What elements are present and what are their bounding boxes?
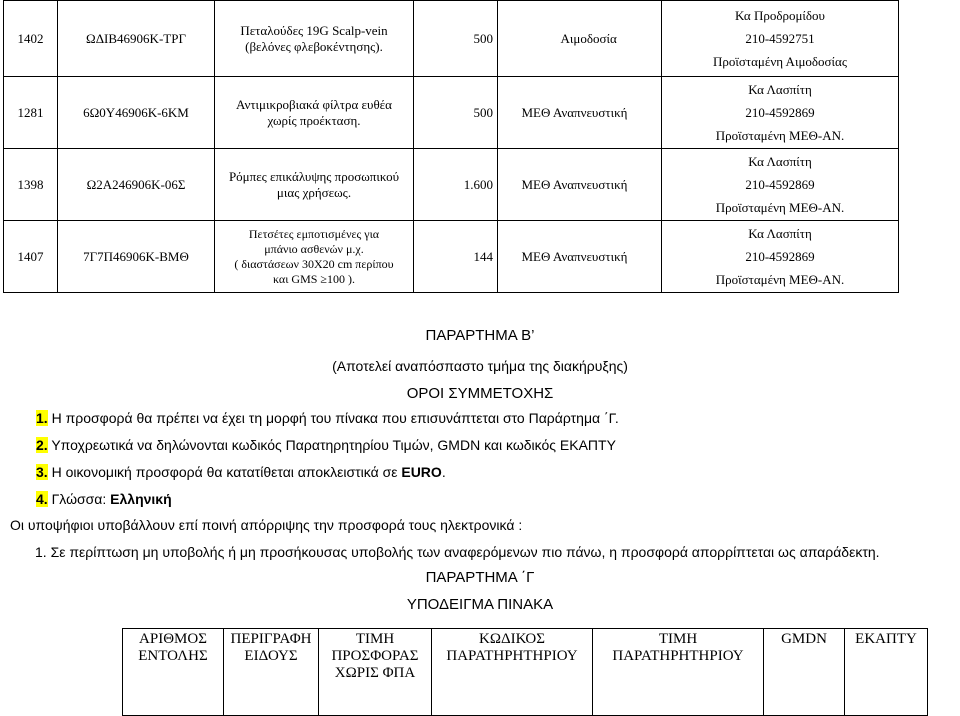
header-cell: ΤΙΜΗ ΠΡΟΣΦΟΡΑΣ ΧΩΡΙΣ ΦΠΑ [319, 629, 432, 716]
term-text: Η προσφορά θα πρέπει να έχει τη μορφή του πίνακα που επισυνάπτεται στο Παράρτημα ΄Γ. [51, 410, 619, 426]
code-cell: Ω2Α246906Κ-06Σ [58, 149, 215, 221]
annex-b-title: ΠΑΡΑΡΤΗΜΑ Β’ [425, 327, 535, 344]
term-text: Γλώσσα: [51, 491, 111, 507]
term-item: 3. Η οικονομική προσφορά θα κατατίθεται αποκλειστικά σε EURO. [36, 464, 446, 480]
qty-cell: 1.600 [414, 149, 498, 221]
exclusion-text: Σε περίπτωση μη υποβολής ή μη προσήκουσας υποβολής των αναφερόμενων πιο πάνω, η προσφορά απορρίπτεται ως απαράδεκτη. [50, 544, 880, 560]
ref-cell: 1402 [4, 1, 58, 77]
code-cell: ΩΔΙΒ46906Κ-ΤΡΓ [58, 1, 215, 77]
term-item [36, 410, 619, 426]
code-cell: 6Ω0Υ46906Κ-6ΚΜ [58, 77, 215, 149]
dept-cell: ΜΕΘ Αναπνευστική [498, 77, 662, 149]
term-bold: Ελληνική [110, 491, 172, 507]
header-cell: ΑΡΙΘΜΟΣ ΕΝΤΟΛΗΣ [123, 629, 224, 716]
term-number: 2. [36, 437, 48, 453]
items-table [3, 0, 899, 293]
header-cell: GMDN [764, 629, 845, 716]
qty-cell: 500 [414, 77, 498, 149]
sample-table [122, 628, 928, 716]
table-row [4, 221, 899, 293]
term-item [36, 437, 616, 453]
ref-cell: 1407 [4, 221, 58, 293]
annex-c-subtitle: ΥΠΟΔΕΙΓΜΑ ΠΙΝΑΚΑ [406, 596, 554, 613]
contact-cell: Κα Προδρομίδου 210-4592751 Προϊσταμένη Αιμοδοσίας [662, 1, 899, 77]
term-text: Υποχρεωτικά να δηλώνονται κωδικός Παρατηρητηρίου Τιμών, GMDN και κωδικός ΕΚΑΠΤΥ [51, 437, 616, 453]
contact-cell: Κα Λασπίτη 210-4592869 Προϊσταμένη ΜΕΘ-ΑΝ. [662, 77, 899, 149]
code-cell: 7Γ7Π46906Κ-ΒΜΘ [58, 221, 215, 293]
terms-heading: ΟΡΟΙ ΣΥΜΜΕΤΟΧΗΣ [406, 385, 554, 402]
desc-cell: Πετσέτες εμποτισμένες για μπάνιο ασθενών μ.χ. ( διαστάσεων 30Χ20 cm περίπου και GMS ≥100 ). [215, 221, 414, 293]
desc-cell: Ρόμπες επικάλυψης προσωπικού μιας χρήσεως. [215, 149, 414, 221]
dept-cell: ΜΕΘ Αναπνευστική [498, 221, 662, 293]
exclusion-note: Οι υποψήφιοι υποβάλλουν επί ποινή απόρριψης την προσφορά τους ηλεκτρονικά : [10, 517, 523, 533]
exclusion-number: 1. [35, 544, 47, 560]
table-row [4, 1, 899, 77]
exclusion-item [35, 544, 880, 560]
desc-cell: Αντιμικροβιακά φίλτρα ευθέα χωρίς προέκταση. [215, 77, 414, 149]
term-bold: EURO [401, 464, 442, 480]
table-row [4, 149, 899, 221]
header-cell: ΤΙΜΗ ΠΑΡΑΤΗΡΗΤΗΡΙΟΥ [593, 629, 764, 716]
header-cell: ΕΚΑΠΤΥ [845, 629, 928, 716]
qty-cell: 144 [414, 221, 498, 293]
desc-cell: Πεταλούδες 19G Scalp-vein (βελόνες φλεβοκέντησης). [215, 1, 414, 77]
ref-cell: 1281 [4, 77, 58, 149]
header-cell: ΠΕΡΙΓΡΑΦΗ ΕΙΔΟΥΣ [224, 629, 319, 716]
ref-cell: 1398 [4, 149, 58, 221]
annex-b-note: (Αποτελεί αναπόσπαστο τμήμα της διακήρυξης) [332, 358, 628, 374]
contact-cell: Κα Λασπίτη 210-4592869 Προϊσταμένη ΜΕΘ-ΑΝ. [662, 221, 899, 293]
contact-cell: Κα Λασπίτη 210-4592869 Προϊσταμένη ΜΕΘ-ΑΝ. [662, 149, 899, 221]
annex-c-title: ΠΑΡΑΡΤΗΜΑ ΄Γ [425, 569, 535, 586]
term-item [36, 491, 172, 507]
header-cell: ΚΩΔΙΚΟΣ ΠΑΡΑΤΗΡΗΤΗΡΙΟΥ [432, 629, 593, 716]
dept-cell: Αιμοδοσία [498, 1, 662, 77]
dept-cell: ΜΕΘ Αναπνευστική [498, 149, 662, 221]
term-number: 3. [36, 464, 48, 480]
term-number: 4. [36, 491, 48, 507]
table-row [4, 77, 899, 149]
qty-cell: 500 [414, 1, 498, 77]
table-header-row [123, 629, 928, 716]
term-number: 1. [36, 410, 48, 426]
term-text: Η οικονομική προσφορά θα κατατίθεται αποκλειστικά σε [51, 464, 402, 480]
